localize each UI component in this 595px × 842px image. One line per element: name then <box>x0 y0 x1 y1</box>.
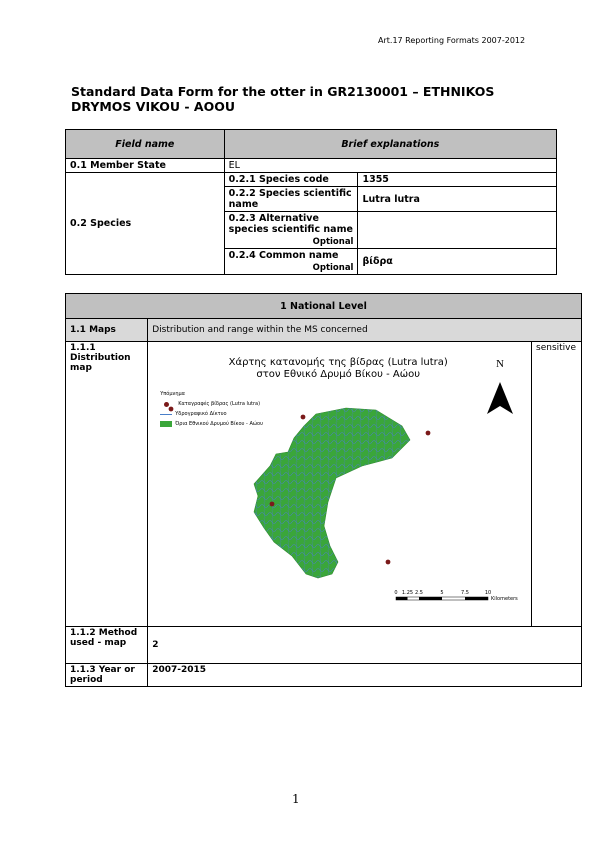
species-label: 0.2 Species <box>66 173 225 275</box>
scale-tick-label: 1.25 <box>402 590 414 596</box>
national-park-area <box>254 408 410 578</box>
map-graphic <box>148 342 528 626</box>
scale-tick-label: 7.5 <box>461 590 470 596</box>
maps-description: Distribution and range within the MS concerned <box>148 319 582 342</box>
map-title-line-2: στον Εθνικό Δρυμό Βίκου - Αώου <box>256 369 421 380</box>
distribution-map-label: 1.1.1 Distribution map <box>66 342 148 627</box>
member-state-row <box>66 159 557 173</box>
legend-title: Υπόμνημα <box>160 391 185 397</box>
maps-row <box>66 319 582 342</box>
distribution-map <box>148 342 528 626</box>
optional-note: Optional <box>312 263 354 273</box>
optional-note: Optional <box>312 237 354 247</box>
otter-record-point <box>426 431 431 436</box>
map-title-line-1: Χάρτης κατανομής της βίδρας (Lutra lutra) <box>228 357 448 368</box>
section-header-row <box>66 294 582 319</box>
method-label: 1.1.2 Method used - map <box>66 627 148 664</box>
scale-tick-label: 5 <box>440 590 444 596</box>
page-number: 1 <box>292 792 300 806</box>
north-arrow-icon <box>487 358 513 414</box>
species-form-table <box>65 129 557 275</box>
sensitive-cell: sensitive <box>532 342 582 627</box>
north-label: N <box>496 358 505 370</box>
alternative-name-cell <box>224 212 358 249</box>
section-title: 1 National Level <box>66 294 582 319</box>
otter-record-point <box>169 407 174 412</box>
scale-tick-label: 2.5 <box>415 590 424 596</box>
page-title <box>71 84 511 114</box>
member-state-value: EL <box>224 159 556 173</box>
brief-explanations-header: Brief explanations <box>224 130 556 159</box>
year-label: 1.1.3 Year or period <box>66 664 148 687</box>
field-name-header: Field name <box>66 130 225 159</box>
alternative-name-label: 0.2.3 Alternative species scientific name <box>228 213 353 235</box>
scale-tick-label: 10 <box>485 590 492 596</box>
distribution-map-row <box>66 342 582 627</box>
common-name-cell <box>224 249 358 275</box>
alternative-name-value <box>358 212 557 249</box>
title-line-1: Standard Data Form for the otter in GR2130001 – ETHNIKOS <box>71 84 495 99</box>
common-name-label: 0.2.4 Common name <box>228 250 339 261</box>
report-format-note: Art.17 Reporting Formats 2007-2012 <box>378 36 526 45</box>
scientific-name-value: Lutra lutra <box>358 187 557 212</box>
legend-label: Καταγραφές βίδρας (Lutra lutra) <box>178 401 261 407</box>
maps-label: 1.1 Maps <box>66 319 148 342</box>
legend-label: Υδρογραφικό Δίκτυο <box>175 411 227 417</box>
common-name-value: βίδρα <box>358 249 557 275</box>
scientific-name-label: 0.2.2 Species scientific name <box>224 187 358 212</box>
scale-unit-label: Kilometers <box>491 596 518 602</box>
otter-record-point <box>301 415 306 420</box>
title-line-2: DRYMOS VIKOU - AOOU <box>71 99 235 114</box>
distribution-map-cell <box>148 342 532 627</box>
otter-record-point <box>386 560 391 565</box>
form-header-row <box>66 130 557 159</box>
method-value: 2 <box>148 627 582 664</box>
species-code-label: 0.2.1 Species code <box>224 173 358 187</box>
legend-label: Όρια Εθνικού Δρυμού Βίκου - Αώου <box>175 421 263 427</box>
species-code-row <box>66 173 557 187</box>
year-value: 2007-2015 <box>148 664 582 687</box>
scale-bar <box>395 590 519 602</box>
method-row <box>66 627 582 664</box>
national-level-table <box>65 293 582 687</box>
scale-tick-label: 0 <box>394 590 398 596</box>
year-row <box>66 664 582 687</box>
otter-record-point <box>270 502 275 507</box>
member-state-label: 0.1 Member State <box>66 159 225 173</box>
species-code-value: 1355 <box>358 173 557 187</box>
